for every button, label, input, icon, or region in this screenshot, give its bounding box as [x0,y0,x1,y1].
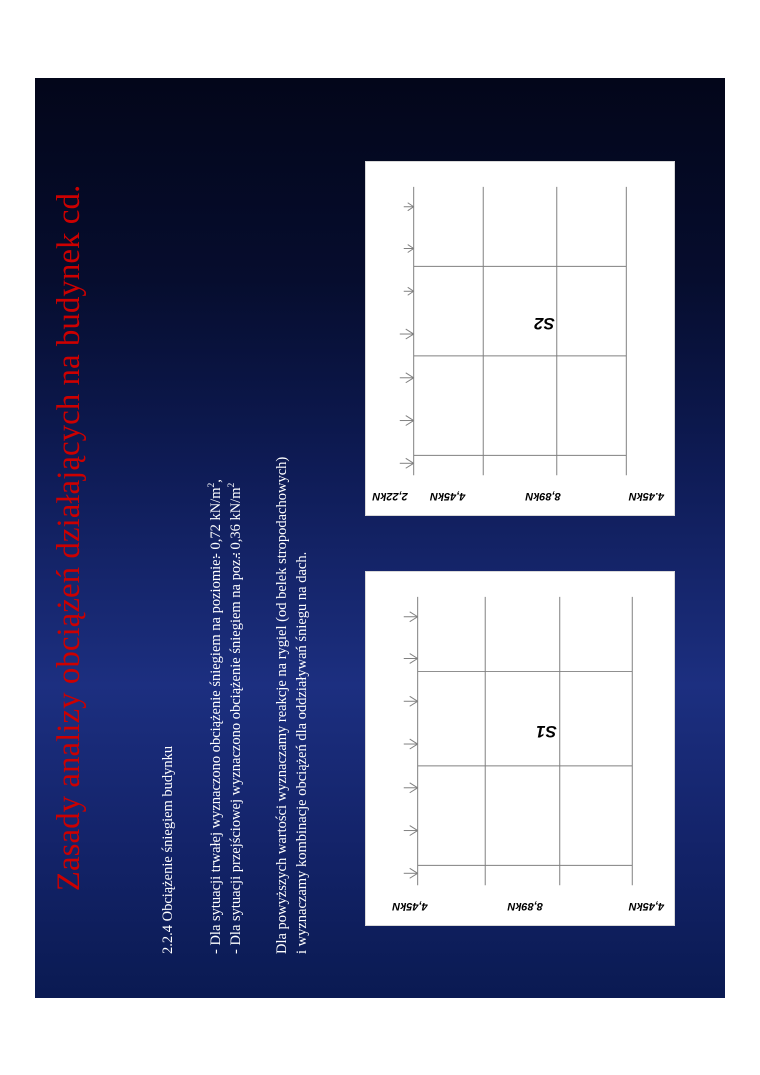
bullet-2-value-exponent: 2 [227,482,237,488]
figure-s1 [365,571,675,926]
figure-s2 [365,161,675,516]
bullet-1-value [207,479,225,558]
slide-rotation-wrapper [35,78,725,998]
figure-s2-drawing [366,162,674,515]
bullet-1-value-suffix: , [207,478,224,483]
figure-s2-load-label-4: 2,22kN [372,489,408,502]
paragraph-line-1: Dla powyższych wartości wyznaczamy reakcje na rygiel (od belek stropodachowych) [274,456,290,954]
bullet-1-label: - Dla sytuacji trwałej wyznaczono obciążenie śniegiem na poziomie: [208,554,224,954]
figure-s1-load-label-3: 4,45kN [392,899,428,912]
bullet-2-value [227,482,245,557]
section-heading: 2.2.4 Obciążenie śniegiem budynku [160,745,176,954]
figure-s2-load-label-1: 4.45kN [628,489,665,502]
figure-s1-load-label-1: 4,45kN [628,899,665,912]
bullet-1-value-text: - 0,72 kN/m [207,487,224,558]
presentation-slide [35,78,725,998]
paragraph-line-2: i wyznaczamy kombinacje obciążeń dla oddziaływań śniegu na dach. [294,551,310,954]
figure-s1-drawing [366,572,674,925]
bullet-2-label: - Dla sytuacji przejściowej wyznaczono obciążenie śniegiem na poz.: [228,551,244,954]
bullet-2-value-text: - 0,36 kN/m [227,487,244,558]
slide-title: Zasady analizy obciążeń działających na budynek cd. [51,184,87,891]
figure-s1-load-label-2: 8,89kN [507,899,543,912]
figure-s2-load-label-2: 8,89kN [525,489,561,502]
figure-s2-load-label-3: 4,45kN [430,489,466,502]
figure-s1-caption: S1 [536,721,557,741]
figure-s2-caption: S2 [534,313,555,333]
bullet-1-value-exponent: 2 [207,482,217,488]
